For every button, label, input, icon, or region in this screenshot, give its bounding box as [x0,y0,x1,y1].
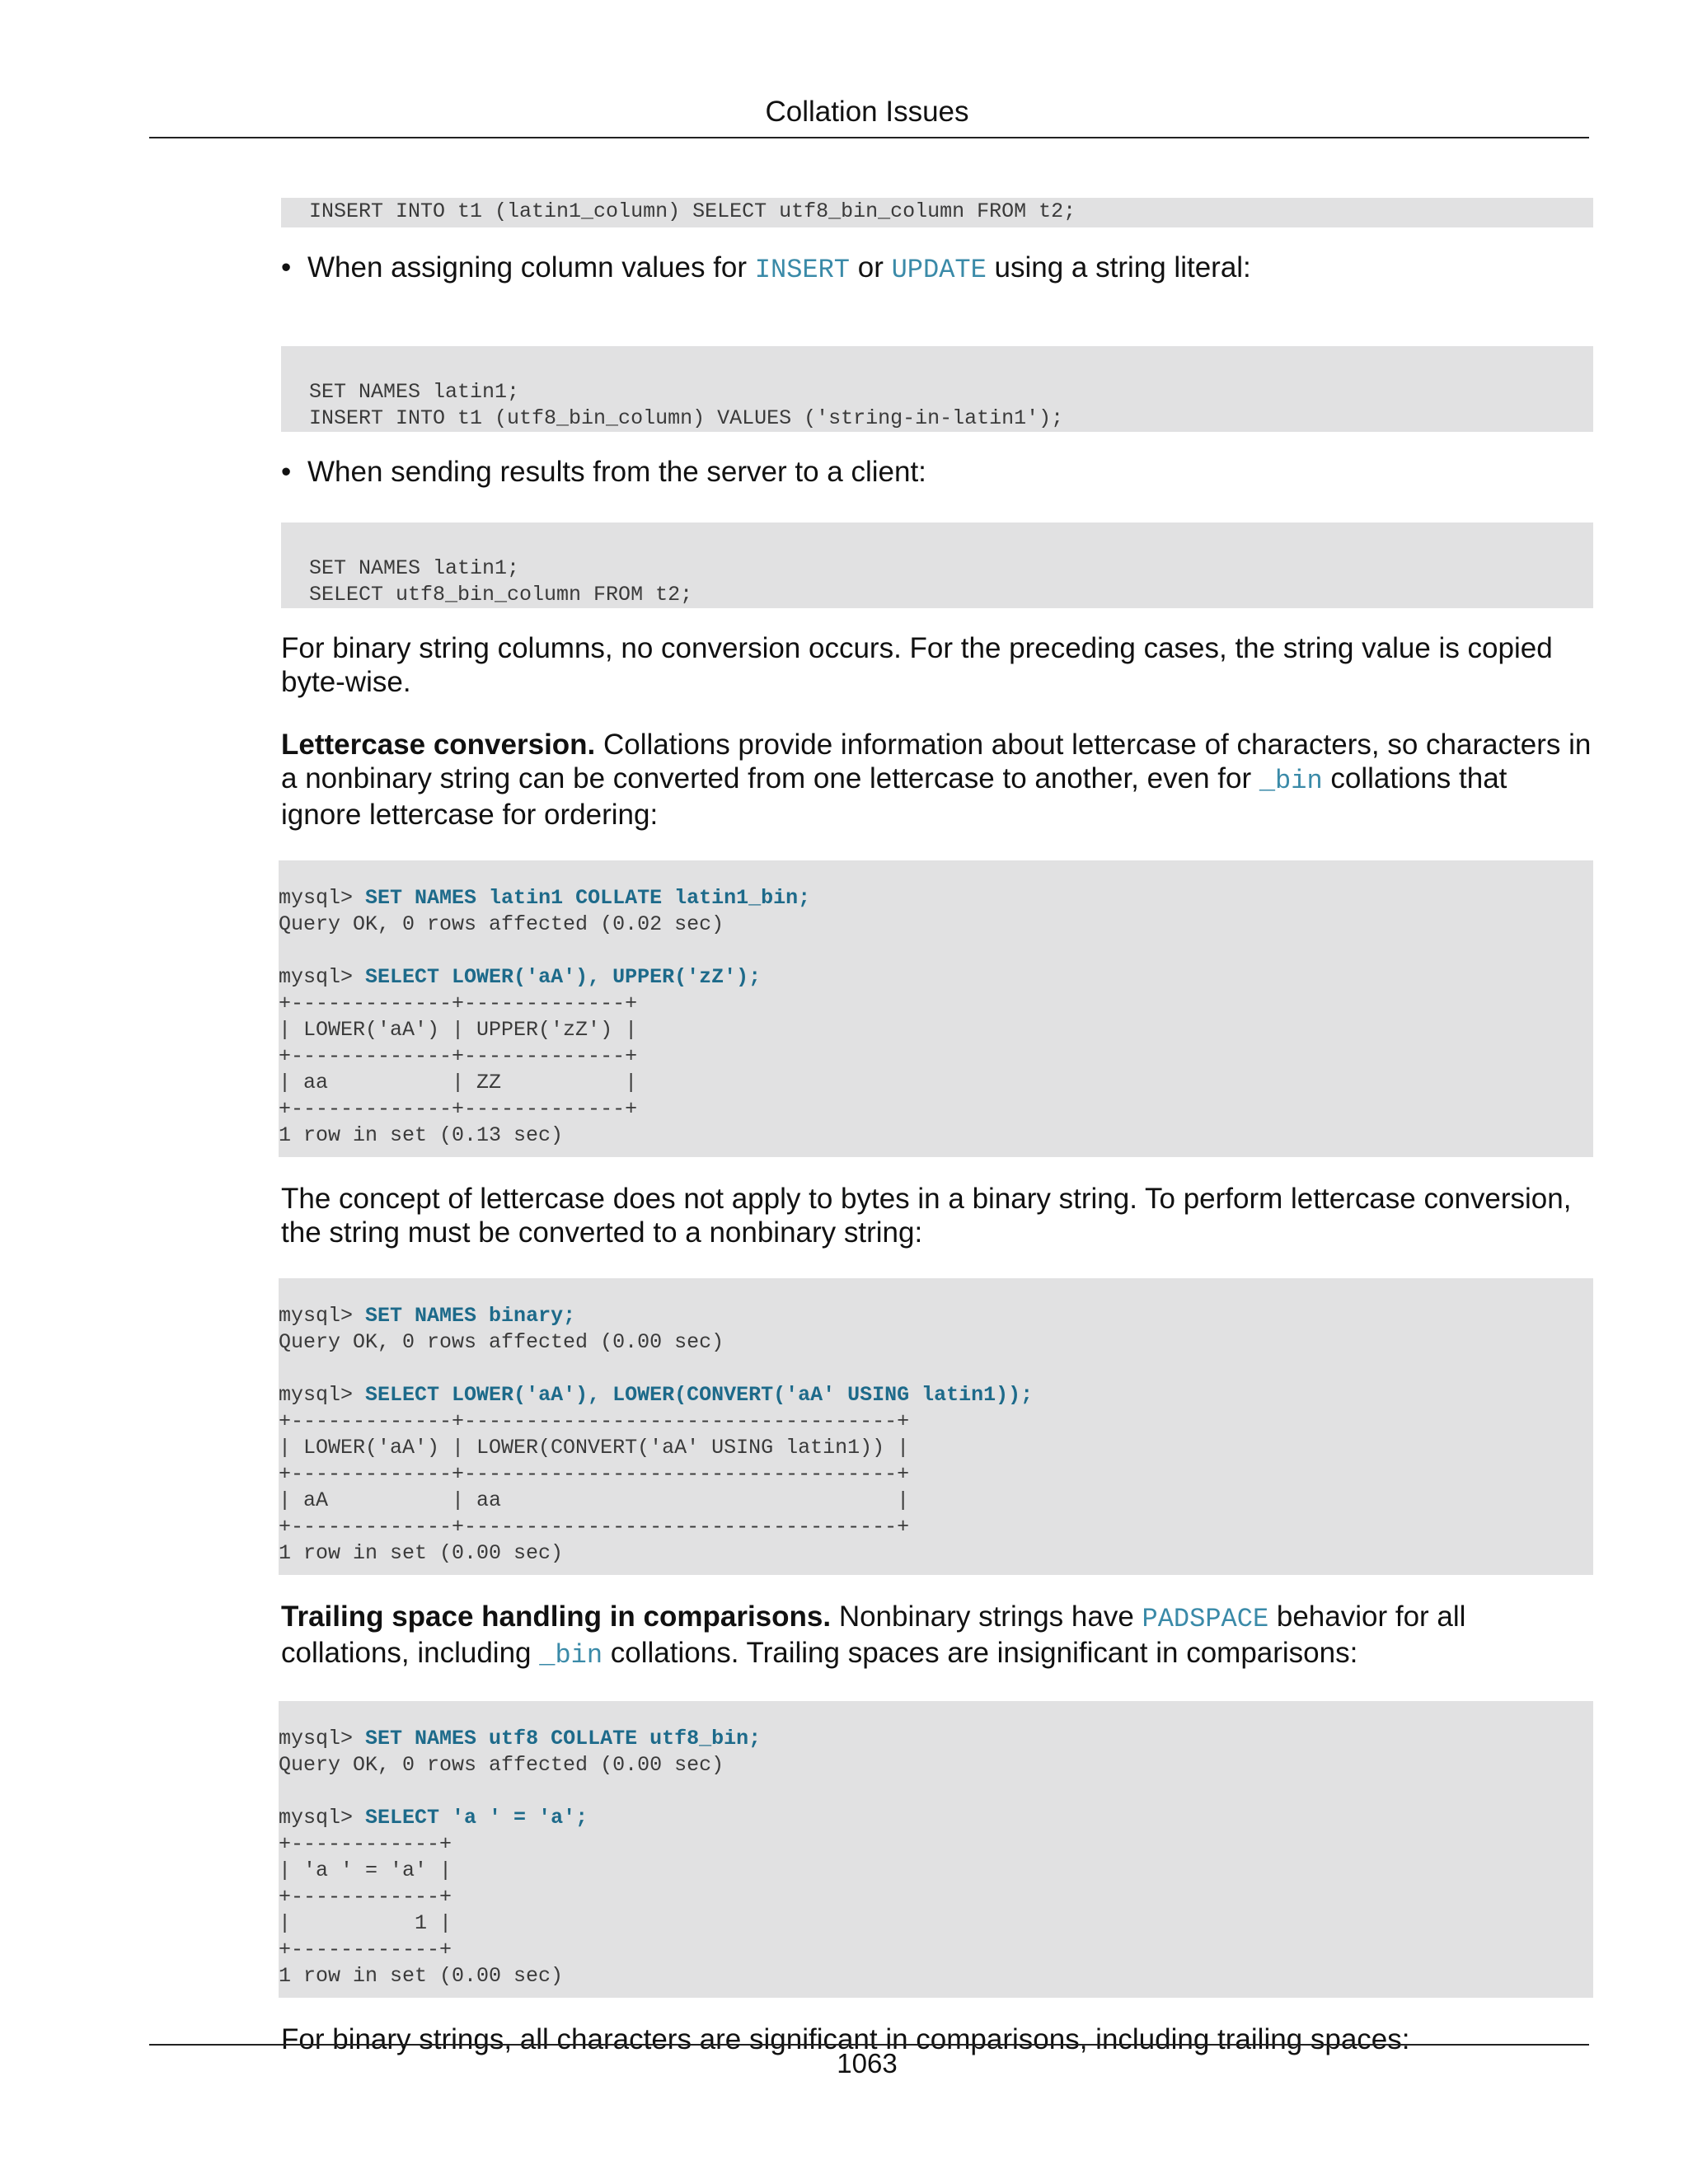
code-block-set-names-insert [281,346,1593,432]
paragraph-binary-lettercase: The concept of lettercase does not apply to bytes in a binary string. To perform lettercase conversion, the string must be converted to a nonbinary string: [281,1183,1572,1249]
code-line-blank [279,938,1593,964]
code-line: 1 row in set (0.00 sec) [279,1964,564,1988]
code-line: SET NAMES latin1; [309,556,520,580]
code-block-trailing-space [279,1701,1593,1998]
bullet-icon: • [281,251,292,284]
code-line [279,885,1593,912]
bullet-text: When assigning column values for [307,251,755,284]
code-line: 1 row in set (0.13 sec) [279,1123,564,1147]
code-line: Query OK, 0 rows affected (0.00 sec) [279,1753,724,1777]
result-table-line: +------------+ [279,1885,452,1909]
paragraph-lead: Trailing space handling in comparisons. [281,1601,832,1633]
result-table-line: | aA | aa | [279,1488,910,1512]
mysql-prompt: mysql> [279,886,366,910]
code-line [279,1805,1593,1831]
paragraph-binary-strings: For binary strings, all characters are significant in comparisons, including trailing spaces: [281,2023,1410,2055]
result-table-line: +-------------+-------------+ [279,991,638,1015]
code-line: SET NAMES latin1; [309,380,520,404]
paragraph-text: Nonbinary strings have [831,1601,1142,1633]
code-line-blank [279,1779,1593,1805]
code-line [279,964,1593,991]
page-header-title: Collation Issues [765,96,969,128]
page-content [281,198,1592,2085]
result-table-line: | 'a ' = 'a' | [279,1858,452,1882]
update-link[interactable]: UPDATE [891,255,987,285]
mysql-prompt: mysql> [279,1806,366,1830]
header-divider [149,137,1589,138]
result-table-line: +-------------+-------------+ [279,1097,638,1121]
sql-command: SET NAMES binary; [365,1304,576,1328]
result-table-line: +-------------+-----------------------------------+ [279,1462,910,1486]
bullet-text: When sending results from the server to a client: [307,456,926,488]
paragraph-text: Collations provide information about lettercase of characters, so characters in a nonbinary string can be converted from one lettercase to another, even for [281,729,1592,794]
sql-command: SELECT LOWER('aA'), LOWER(CONVERT('aA' USING latin1)); [365,1383,1034,1407]
paragraph-binary-columns: For binary string columns, no conversion occurs. For the preceding cases, the string value is copied byte-wise. [281,632,1553,698]
bullet-text: using a string literal: [986,251,1251,284]
result-table-line: | 1 | [279,1911,452,1935]
footer-divider [149,2044,1589,2046]
paragraph-lead: Lettercase conversion. [281,729,596,761]
bullet-item-sending-results [281,455,1592,523]
bin-link[interactable]: _bin [1259,766,1323,796]
code-line: SELECT utf8_bin_column FROM t2; [309,583,693,607]
result-table-line: +-------------+-------------+ [279,1044,638,1068]
paragraph-text: collations that ignore lettercase for ordering: [281,762,1507,831]
code-block-binary-conversion [279,1278,1593,1575]
paragraph-text: behavior for all collations, including [281,1601,1466,1669]
mysql-prompt: mysql> [279,1304,366,1328]
padspace-link[interactable]: PADSPACE [1142,1604,1269,1634]
result-table-line: +------------+ [279,1832,452,1856]
mysql-prompt: mysql> [279,1727,366,1750]
code-line: INSERT INTO t1 (latin1_column) SELECT utf8_bin_column FROM t2; [309,199,1076,223]
code-block-lettercase-example [279,860,1593,1157]
code-line-blank [279,1356,1593,1382]
code-block-set-names-select [281,523,1593,608]
code-line: Query OK, 0 rows affected (0.02 sec) [279,912,724,936]
bullet-icon: • [281,456,292,488]
paragraph-trailing-space [281,1600,1592,1672]
bullet-text: or [850,251,892,284]
code-line: INSERT INTO t1 (utf8_bin_column) VALUES ('string-in-latin1'); [309,406,1064,430]
result-table-line: +-------------+-----------------------------------+ [279,1409,910,1433]
code-line: 1 row in set (0.00 sec) [279,1541,564,1565]
paragraph-lettercase-conversion [281,728,1592,832]
sql-command: SELECT 'a ' = 'a'; [365,1806,588,1830]
bin-link[interactable]: _bin [539,1640,603,1671]
result-table-line: | aa | ZZ | [279,1071,638,1094]
code-line [279,1726,1593,1752]
sql-command: SET NAMES latin1 COLLATE latin1_bin; [365,886,811,910]
result-table-line: +-------------+-----------------------------------+ [279,1515,910,1539]
mysql-prompt: mysql> [279,965,366,989]
page-number: 1063 [837,2048,898,2079]
sql-command: SET NAMES utf8 COLLATE utf8_bin; [365,1727,762,1750]
mysql-prompt: mysql> [279,1383,366,1407]
code-line [279,1382,1593,1408]
bullet-item-insert-update [281,251,1592,318]
result-table-line: | LOWER('aA') | LOWER(CONVERT('aA' USING latin1)) | [279,1436,910,1460]
code-line [279,1303,1593,1329]
insert-link[interactable]: INSERT [754,255,850,285]
paragraph-text: collations. Trailing spaces are insignificant in comparisons: [603,1637,1358,1669]
sql-command: SELECT LOWER('aA'), UPPER('zZ'); [365,965,762,989]
result-table-line: | LOWER('aA') | UPPER('zZ') | [279,1018,638,1042]
code-block-insert-select [281,198,1593,227]
code-line: Query OK, 0 rows affected (0.00 sec) [279,1330,724,1354]
result-table-line: +------------+ [279,1938,452,1961]
